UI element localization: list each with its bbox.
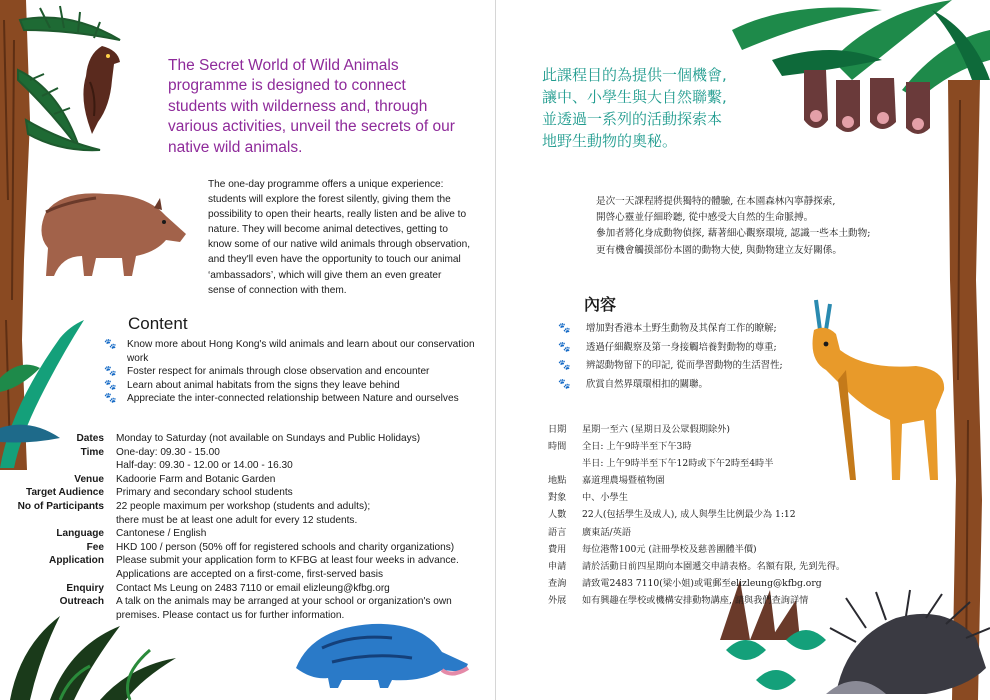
detail-row-time-zh: 時間 全日: 上午9時半至下午3時 bbox=[548, 441, 692, 453]
detail-row-audience-zh: 對象 中、小學生 bbox=[548, 492, 628, 504]
list-item: 🐾 Appreciate the inter-connected relationship between Nature and ourselves bbox=[104, 393, 459, 405]
eagle-illustration bbox=[74, 46, 124, 136]
detail-row-language-zh: 語言 廣東話/英語 bbox=[548, 526, 632, 538]
bats-illustration bbox=[800, 70, 936, 140]
paw-print-icon: 🐾 bbox=[104, 379, 117, 391]
detail-row-time-zh-cont: 半日: 上午9時半至下午12時或下午2時至4時半 bbox=[582, 458, 774, 470]
content-list-zh bbox=[558, 320, 828, 395]
detail-row-application-cont: Applications are accepted on a first-come, first-served basis bbox=[116, 568, 384, 580]
detail-row-fee: Fee HKD 100 / person (50% off for registered schools and charity organizations) bbox=[86, 541, 455, 553]
detail-row-enquiry-zh: 查詢 請致電2483 7110(梁小姐)或電郵至elizleung@kfbg.org bbox=[548, 577, 822, 589]
detail-row-outreach-zh: 外展 如有興趣在學校或機構安排動物講座, 請與我們查詢詳情 bbox=[548, 594, 809, 606]
paw-print-icon: 🐾 bbox=[558, 323, 571, 334]
details-table-en bbox=[0, 432, 495, 622]
detail-row-time-cont: Half-day: 09.30 - 12.00 or 14.00 - 16.30 bbox=[116, 460, 293, 472]
detail-row-participants: No of Participants 22 people maximum per workshop (students and adults); bbox=[17, 500, 371, 512]
detail-row-enquiry: Enquiry Contact Ms Leung on 2483 7110 or email elizleung@kfbg.org bbox=[66, 582, 390, 594]
detail-row-venue-zh: 地點 嘉道理農場暨植物園 bbox=[548, 475, 665, 487]
detail-row-dates-zh: 日期 星期一至六 (星期日及公眾假期除外) bbox=[548, 424, 730, 435]
detail-row-participants-zh: 人數 22人(包括學生及成人), 成人與學生比例最少為 1:12 bbox=[548, 509, 796, 521]
detail-row-venue: Venue Kadoorie Farm and Botanic Garden bbox=[74, 473, 276, 485]
list-item: 🐾 Learn about animal habitats from the signs they leave behind bbox=[104, 379, 400, 391]
wild-boar-illustration bbox=[36, 186, 188, 278]
intro-text-zh: 此課程目的為提供一個機會, 讓中、小學生與大自然聯繫, 並透過一系列的活動探索本 地野生動物的奧秘。 bbox=[542, 66, 727, 150]
detail-row-time: Time One-day: 09.30 - 15.00 bbox=[80, 446, 220, 458]
detail-row-audience: Target Audience Primary and secondary school students bbox=[26, 487, 293, 499]
list-item: 🐾 Foster respect for animals through close observation and encounter bbox=[104, 366, 430, 378]
detail-row-fee-zh: 費用 每位港幣100元 (註冊學校及慈善團體半價) bbox=[548, 543, 757, 555]
detail-row-outreach-cont: premises. Please contact us for further information. bbox=[116, 609, 345, 621]
list-item: 🐾 辨認動物留下的印記, 從而學習動物的生活習性; bbox=[558, 357, 828, 376]
porcupine-illustration bbox=[826, 598, 990, 700]
detail-row-application-zh: 申請 請於活動日前四星期向本園遞交申請表格。名額有限, 先到先得。 bbox=[548, 560, 846, 572]
detail-row-outreach: Outreach A talk on the animals may be arranged at your school or organization's own bbox=[59, 596, 452, 608]
list-item: 🐾 欣賞自然界環環相扣的關聯。 bbox=[558, 376, 828, 395]
list-item: 🐾 增加對香港本土野生動物及其保育工作的瞭解; bbox=[558, 320, 828, 339]
details-table-zh bbox=[548, 421, 848, 609]
list-item: 🐾 透過仔細觀察及第一身接觸培養對動物的尊重; bbox=[558, 339, 828, 358]
detail-row-dates: Dates Monday to Saturday (not available on Sundays and Public Holidays) bbox=[76, 433, 421, 444]
paw-print-icon: 🐾 bbox=[104, 393, 117, 405]
intro-text-en: The Secret World of Wild Animals programme is designed to connect students with wilderness and, through various activities, unveil the secrets of our native wild animals. bbox=[168, 57, 455, 156]
pangolin-illustration bbox=[292, 618, 472, 688]
green-leaves-bottom-illustration bbox=[726, 610, 826, 700]
content-list-en bbox=[104, 338, 484, 406]
paw-print-icon: 🐾 bbox=[558, 379, 571, 391]
paw-print-icon: 🐾 bbox=[104, 339, 117, 350]
paw-print-icon: 🐾 bbox=[558, 360, 571, 372]
content-heading-zh: 內容 bbox=[584, 295, 617, 314]
right-page bbox=[496, 0, 990, 700]
description-text-en: The one-day programme offers a unique experience: students will explore the forest silently, giving them the possibility to open their hearts, really listen and be alive to nature. They will become animal detectives, getting to know some of our native wild animals through observation, and they'll even have the opportunity to touch our animal ‘ambassadors’, which will give them an even greater sense of connection with them. bbox=[208, 179, 471, 296]
list-item: 🐾 Know more about Hong Kong's wild animals and learn about our conservation work bbox=[104, 339, 475, 364]
paw-print-icon: 🐾 bbox=[104, 366, 117, 378]
detail-row-participants-cont: there must be at least one adult for every 12 students. bbox=[116, 514, 358, 526]
content-heading-en: Content bbox=[128, 314, 188, 333]
detail-row-application: Application Please submit your application form to KFBG at least four weeks in advance. bbox=[49, 555, 459, 567]
detail-row-language: Language Cantonese / English bbox=[56, 528, 207, 540]
description-text-zh: 是次一天課程將提供獨特的體驗, 在本園森林內寧靜探索, 開啓心靈並仔細聆聽, 從中感受大自然的生命脈搏。 參加者將化身成動物偵探, 藉著細心觀察環境, 認識一些本土動物; 更有機會觸摸部份本園的動物大使, 與動物建立友好關係。 bbox=[596, 196, 871, 256]
paw-print-icon: 🐾 bbox=[558, 341, 571, 353]
